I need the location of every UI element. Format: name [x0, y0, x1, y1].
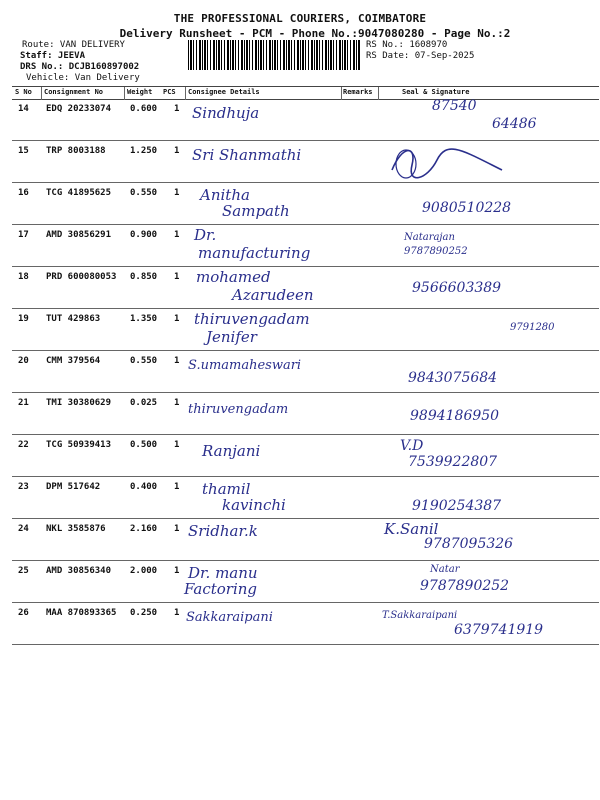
row-pcs: 1: [174, 230, 180, 240]
table-row: [12, 140, 599, 183]
row-seal: 87540: [432, 98, 477, 114]
row-seal-line2: 9787095326: [424, 536, 514, 552]
row-consignment: TMI 30380629: [46, 398, 112, 408]
header-remarks: Remarks: [343, 88, 373, 96]
row-pcs: 1: [174, 440, 180, 450]
row-sno: 16: [18, 188, 29, 198]
table-row: [12, 602, 599, 645]
table-row: [12, 560, 599, 603]
row-sno: 21: [18, 398, 29, 408]
row-sno: 20: [18, 356, 29, 366]
row-seal-line2: 64486: [492, 116, 537, 132]
row-consignee: Ranjani: [202, 442, 261, 460]
table-row: [12, 518, 599, 561]
table-row: [12, 392, 599, 435]
company-name: THE PROFESSIONAL COURIERS, COIMBATORE: [173, 12, 427, 25]
staff-label: Staff: JEEVA: [20, 51, 86, 61]
row-pcs: 1: [174, 188, 180, 198]
row-seal: T.Sakkaraipani: [382, 610, 458, 621]
row-consignee-line2: Azarudeen: [232, 286, 314, 304]
table-row: [12, 308, 599, 351]
header-pcs: PCS: [163, 88, 176, 96]
row-seal: Natarajan: [404, 232, 455, 243]
rs-number: RS No.: 1608970: [366, 40, 448, 50]
row-pcs: 1: [174, 566, 180, 576]
table-row: [12, 98, 599, 141]
row-consignment: NKL 3585876: [46, 524, 106, 534]
row-sno: 14: [18, 104, 29, 114]
header-weight: Weight: [127, 88, 153, 96]
row-seal: 9190254387: [412, 498, 502, 514]
row-consignee-line2: Sampath: [222, 202, 290, 220]
row-consignee: Sri Shanmathi: [192, 146, 302, 164]
row-sno: 25: [18, 566, 29, 576]
row-consignee: Anitha: [200, 186, 250, 204]
row-pcs: 1: [174, 104, 180, 114]
row-sno: 24: [18, 524, 29, 534]
table-row: [12, 434, 599, 477]
row-pcs: 1: [174, 146, 180, 156]
row-consignee: S.umamaheswari: [188, 358, 302, 373]
row-seal: V.D: [400, 438, 424, 454]
row-consignment: PRD 600080053: [46, 272, 117, 282]
row-seal: Natar: [430, 564, 460, 575]
row-consignee-line2: kavinchi: [222, 496, 286, 514]
row-sno: 22: [18, 440, 29, 450]
row-consignment: EDQ 20233074: [46, 104, 112, 114]
row-sno: 23: [18, 482, 29, 492]
table-row: [12, 476, 599, 519]
row-weight: 0.400: [130, 482, 158, 492]
row-seal: 9791280: [510, 322, 555, 333]
header-seal: Seal & Signature: [402, 88, 470, 96]
row-consignment: TUT 429863: [46, 314, 101, 324]
header-consignment: Consignment No: [44, 88, 104, 96]
row-pcs: 1: [174, 272, 180, 282]
row-consignment: DPM 517642: [46, 482, 101, 492]
row-weight: 0.250: [130, 608, 158, 618]
row-seal-line2: 9787890252: [420, 578, 510, 594]
row-consignment: TCG 50939413: [46, 440, 112, 450]
row-weight: 0.550: [130, 356, 158, 366]
signature-scribble: [382, 140, 512, 184]
row-consignee: Sindhuja: [192, 104, 260, 122]
drs-number: DRS No.: DCJB160897002: [20, 62, 140, 72]
row-consignment: CMM 379564: [46, 356, 101, 366]
row-weight: 0.600: [130, 104, 158, 114]
table-row: [12, 350, 599, 393]
row-weight: 0.850: [130, 272, 158, 282]
row-seal: 9843075684: [408, 370, 498, 386]
barcode: [188, 40, 360, 70]
row-consignment: TCG 41895625: [46, 188, 112, 198]
route-label: Route: VAN DELIVERY: [22, 40, 125, 50]
row-pcs: 1: [174, 398, 180, 408]
row-consignee-line2: Jenifer: [206, 328, 257, 346]
row-sno: 18: [18, 272, 29, 282]
row-weight: 0.900: [130, 230, 158, 240]
row-seal: K.Sanil: [384, 520, 439, 538]
row-pcs: 1: [174, 314, 180, 324]
row-consignment: AMD 30856340: [46, 566, 112, 576]
row-consignee-line2: Factoring: [184, 580, 258, 598]
row-seal-line2: 6379741919: [454, 622, 544, 638]
row-pcs: 1: [174, 356, 180, 366]
runsheet-title: Delivery Runsheet - PCM - Phone No.:9047080280 - Page No.:2: [119, 27, 511, 40]
row-consignment: MAA 870893365: [46, 608, 117, 618]
row-consignee: Sakkaraipani: [186, 610, 273, 625]
header-consignee: Consignee Details: [188, 88, 260, 96]
table-row: [12, 266, 599, 309]
rs-date: RS Date: 07-Sep-2025: [366, 51, 475, 61]
row-seal-line2: 7539922807: [408, 454, 498, 470]
row-sno: 17: [18, 230, 29, 240]
table-row: [12, 224, 599, 267]
table-row: [12, 182, 599, 225]
row-weight: 1.350: [130, 314, 158, 324]
row-consignee-line2: manufacturing: [198, 244, 311, 262]
row-pcs: 1: [174, 608, 180, 618]
row-consignee: mohamed: [196, 268, 271, 286]
row-consignee: thiruvengadam: [188, 402, 289, 417]
row-weight: 0.025: [130, 398, 158, 408]
row-consignee: thiruvengadam: [194, 310, 310, 328]
row-consignee: thamil: [202, 480, 251, 498]
row-sno: 26: [18, 608, 29, 618]
row-seal-line2: 9787890252: [404, 246, 468, 257]
row-consignee: Sridhar.k: [188, 522, 258, 540]
row-consignment: AMD 30856291: [46, 230, 112, 240]
row-weight: 1.250: [130, 146, 158, 156]
row-seal: 9566603389: [412, 280, 502, 296]
runsheet-table: [12, 86, 599, 646]
row-sno: 19: [18, 314, 29, 324]
row-weight: 0.500: [130, 440, 158, 450]
row-consignee: Dr. manu: [188, 564, 258, 582]
vehicle-label: Vehicle: Van Delivery: [26, 73, 140, 83]
row-seal: 9080510228: [422, 200, 512, 216]
row-pcs: 1: [174, 482, 180, 492]
row-seal: 9894186950: [410, 408, 500, 424]
row-weight: 2.160: [130, 524, 158, 534]
row-weight: 0.550: [130, 188, 158, 198]
row-pcs: 1: [174, 524, 180, 534]
row-sno: 15: [18, 146, 29, 156]
row-consignee: Dr.: [194, 226, 217, 244]
row-consignment: TRP 8003188: [46, 146, 106, 156]
row-weight: 2.000: [130, 566, 158, 576]
header-sno: S No: [15, 88, 32, 96]
